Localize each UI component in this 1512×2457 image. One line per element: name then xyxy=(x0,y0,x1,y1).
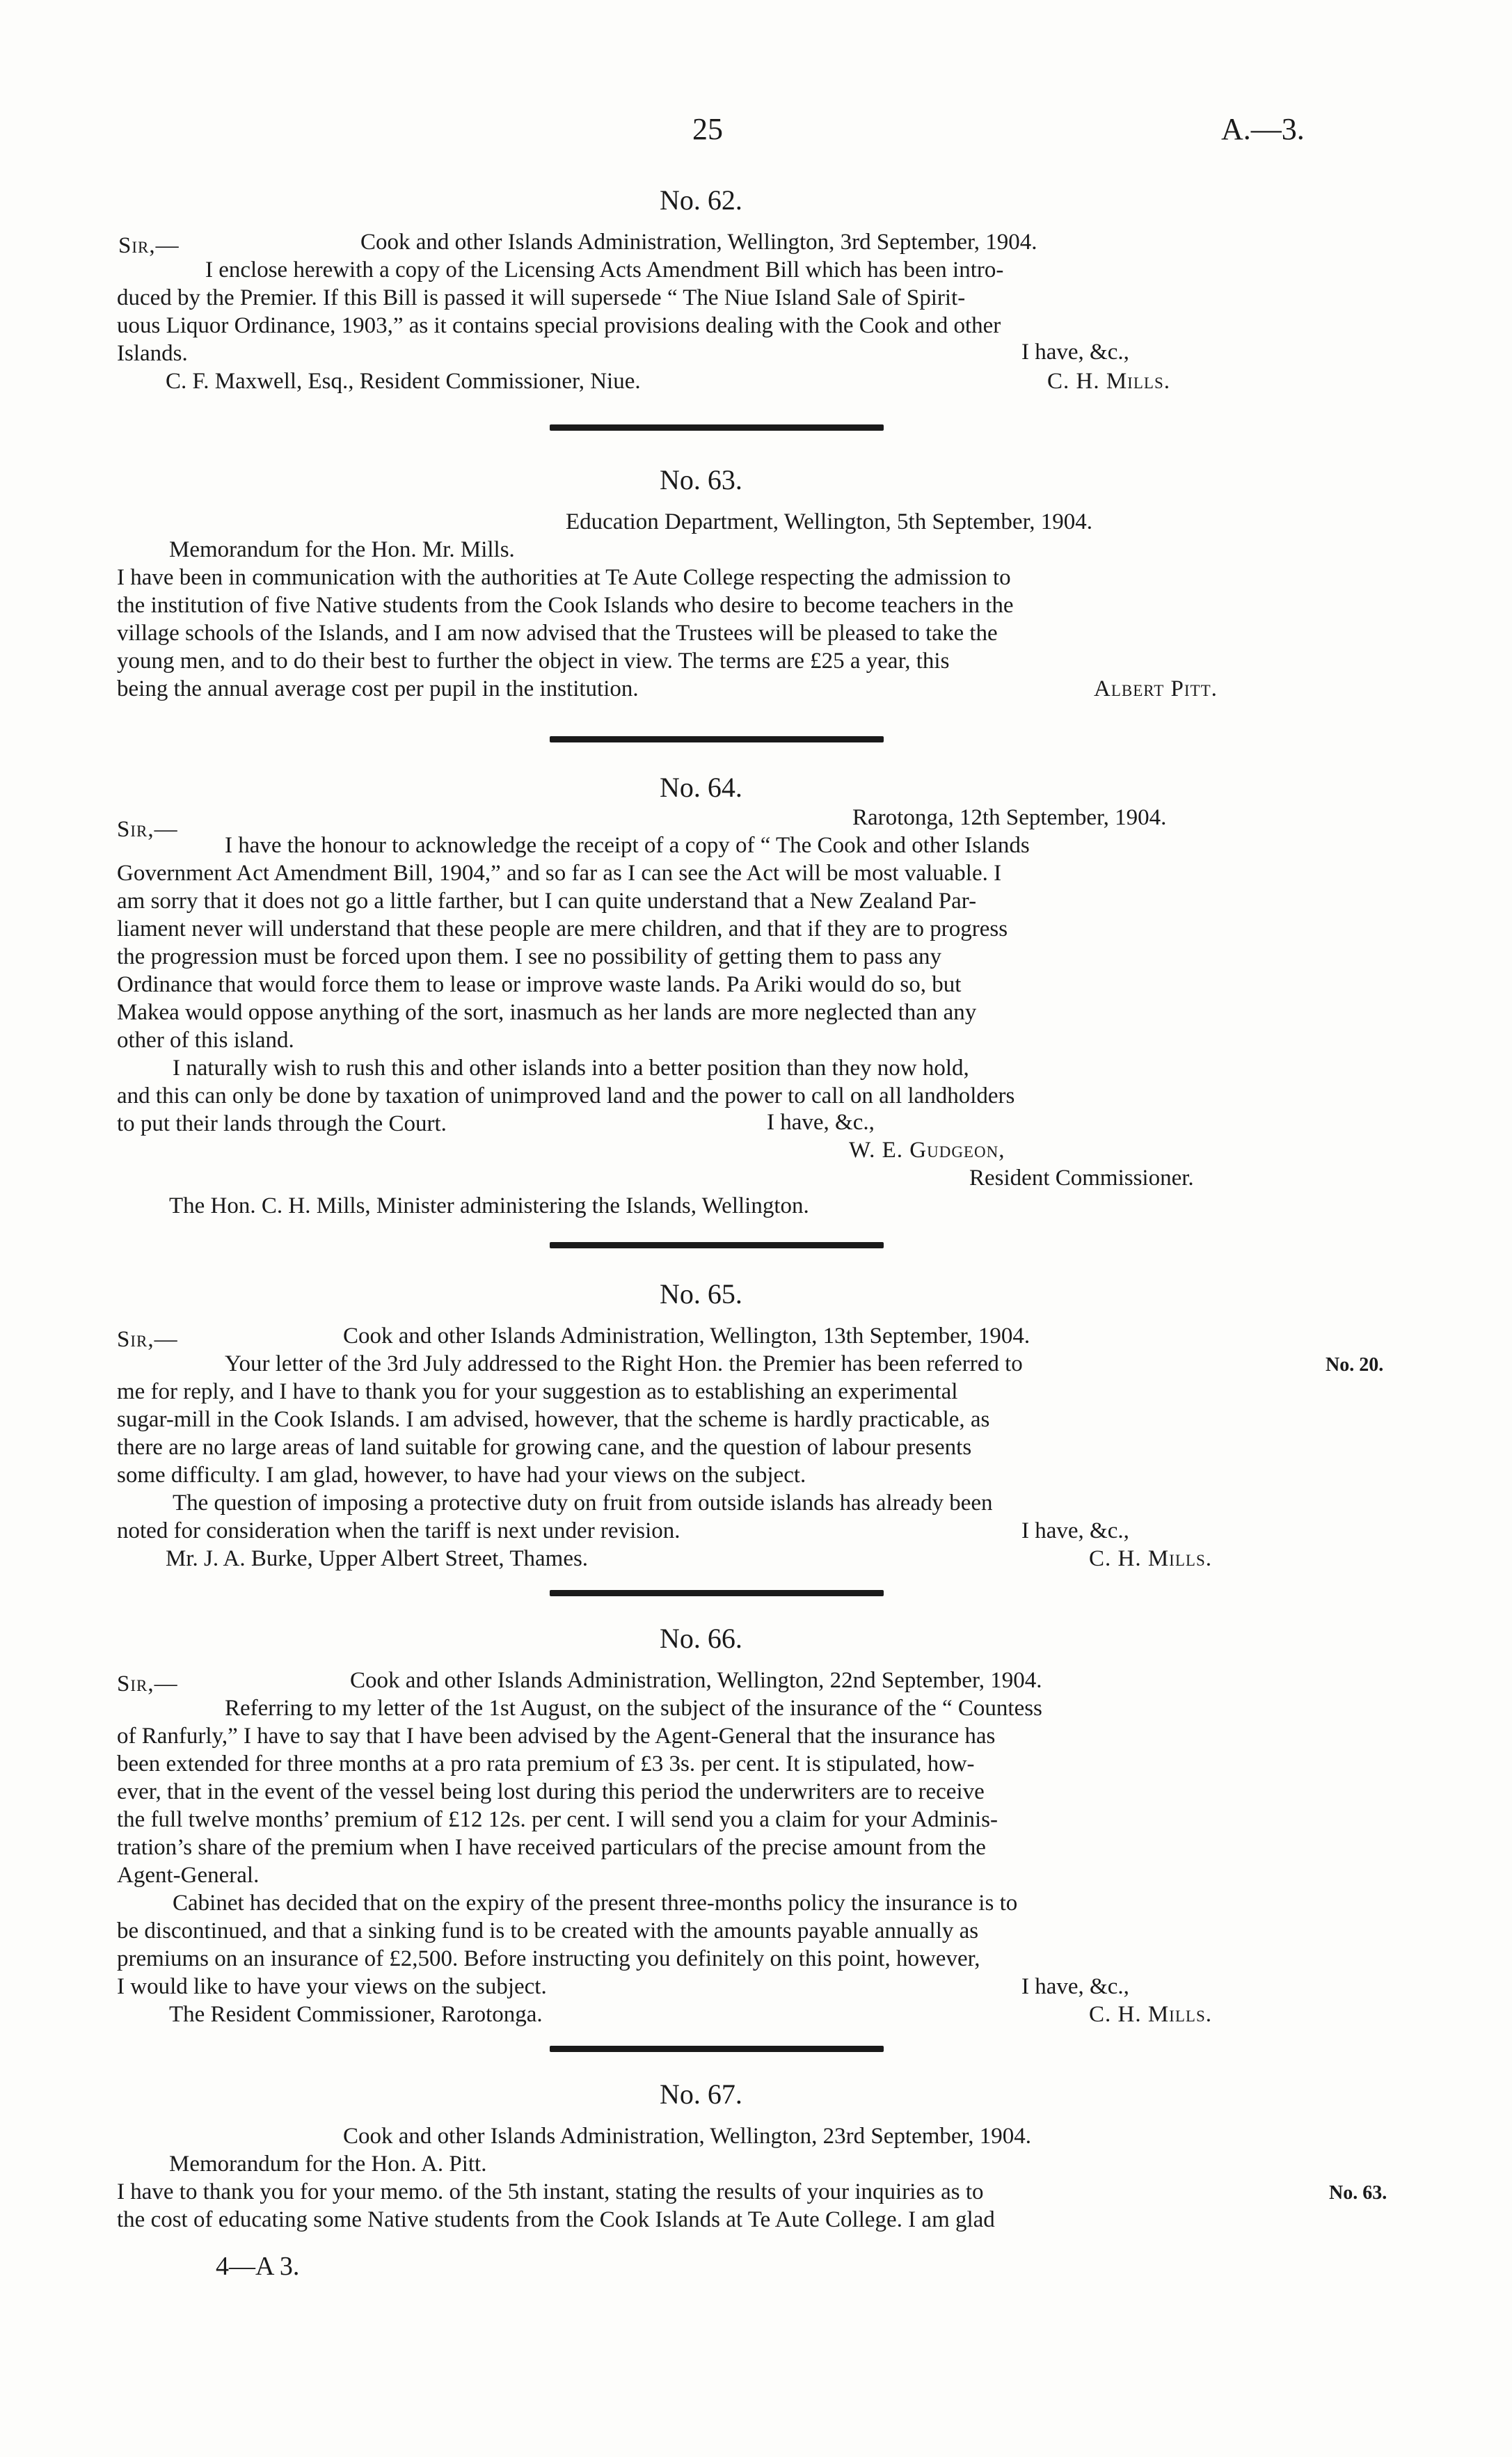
letter-64-line: I naturally wish to rush this and other islands into a better position than they now hold, xyxy=(173,1056,969,1081)
letter-67-number: No. 67. xyxy=(660,2078,742,2110)
letter-65-line: noted for consideration when the tariff is next under revision. xyxy=(117,1518,681,1543)
letter-63-signature: Albert Pitt. xyxy=(1094,676,1218,701)
letter-65-line: The question of imposing a protective duty on fruit from outside islands has already been xyxy=(173,1490,993,1516)
letter-65-line: Your letter of the 3rd July addressed to the Right Hon. the Premier has been referred to xyxy=(225,1351,1023,1376)
letter-63-line: being the annual average cost per pupil in the institution. xyxy=(117,676,639,701)
letter-62-place-date: Cook and other Islands Administration, Wellington, 3rd September, 1904. xyxy=(360,230,1037,255)
letter-63-line: young men, and to do their best to further the object in view. The terms are £25 a year, this xyxy=(117,649,950,674)
letter-64-line: Ordinance that would force them to lease or improve waste lands. Pa Ariki would do so, but xyxy=(117,972,962,997)
letter-65-number: No. 65. xyxy=(660,1278,742,1310)
letter-64-line: the progression must be forced upon them. I see no possibility of getting them to pass any xyxy=(117,944,942,969)
letter-63-place-date: Education Department, Wellington, 5th September, 1904. xyxy=(566,509,1093,534)
letter-67-line: the cost of educating some Native students from the Cook Islands at Te Aute College. I am glad xyxy=(117,2207,995,2232)
document-reference: A.—3. xyxy=(1221,112,1305,146)
letter-62-line: duced by the Premier. If this Bill is passed it will supersede “ The Niue Island Sale of Spirit- xyxy=(117,285,966,310)
letter-62-salutation: Sir,— xyxy=(118,233,180,258)
letter-66-line: ever, that in the event of the vessel being lost during this period the underwriters are to receive xyxy=(117,1779,985,1804)
letter-66-addressee: The Resident Commissioner, Rarotonga. xyxy=(169,2002,543,2027)
letter-66-closing: I have, &c., xyxy=(1021,1974,1129,1999)
letter-64-line: liament never will understand that these people are mere children, and that if they are to progress xyxy=(117,916,1008,941)
letter-65-salutation: Sir,— xyxy=(117,1327,178,1352)
letter-65-margin-reference: No. 20. xyxy=(1326,1354,1384,1376)
letter-66-salutation: Sir,— xyxy=(117,1671,178,1696)
letter-66-line: of Ranfurly,” I have to say that I have been advised by the Agent-General that the insurance has xyxy=(117,1724,996,1749)
letter-67-line: I have to thank you for your memo. of the 5th instant, stating the results of your inquiries as to xyxy=(117,2179,984,2204)
letter-66-line: the full twelve months’ premium of £12 12s. per cent. I will send you a claim for your Adminis- xyxy=(117,1807,998,1832)
letter-66-line: Agent-General. xyxy=(117,1863,260,1888)
letter-64-addressee: The Hon. C. H. Mills, Minister administering the Islands, Wellington. xyxy=(169,1193,809,1218)
letter-62-line: Islands. xyxy=(117,341,188,366)
section-divider xyxy=(550,1242,884,1248)
letter-64-line: I have the honour to acknowledge the receipt of a copy of “ The Cook and other Islands xyxy=(225,833,1030,858)
letter-66-line: tration’s share of the premium when I have received particulars of the precise amount from the xyxy=(117,1835,986,1860)
letter-64-line: Makea would oppose anything of the sort, inasmuch as her lands are more neglected than any xyxy=(117,1000,977,1025)
letter-65-place-date: Cook and other Islands Administration, Wellington, 13th September, 1904. xyxy=(343,1323,1030,1349)
letter-64-line: Government Act Amendment Bill, 1904,” and so far as I can see the Act will be most valuable. I xyxy=(117,861,1002,886)
section-divider xyxy=(550,736,884,742)
letter-66-line: Referring to my letter of the 1st August, on the subject of the insurance of the “ Countess xyxy=(225,1696,1042,1721)
letter-66-line: been extended for three months at a pro rata premium of £3 3s. per cent. It is stipulated, how- xyxy=(117,1751,975,1776)
letter-64-line: other of this island. xyxy=(117,1028,294,1053)
letter-62-closing: I have, &c., xyxy=(1021,340,1129,365)
section-divider xyxy=(550,2046,884,2052)
letter-67-place-date: Cook and other Islands Administration, Wellington, 23rd September, 1904. xyxy=(343,2124,1031,2149)
letter-65-closing: I have, &c., xyxy=(1021,1518,1129,1543)
letter-62-line: uous Liquor Ordinance, 1903,” as it contains special provisions dealing with the Cook and other xyxy=(117,313,1001,338)
letter-65-addressee: Mr. J. A. Burke, Upper Albert Street, Thames. xyxy=(166,1546,589,1571)
letter-66-place-date: Cook and other Islands Administration, Wellington, 22nd September, 1904. xyxy=(350,1668,1042,1693)
letter-66-line: Cabinet has decided that on the expiry of the present three-months policy the insurance is to xyxy=(173,1891,1018,1916)
letter-66-line: premiums on an insurance of £2,500. Before instructing you definitely on this point, however, xyxy=(117,1946,980,1971)
printer-signature-mark: 4—A 3. xyxy=(216,2252,300,2281)
page-number: 25 xyxy=(692,112,723,146)
letter-63-line: the institution of five Native students from the Cook Islands who desire to become teachers in the xyxy=(117,593,1014,618)
letter-66-signature: C. H. Mills. xyxy=(1089,2002,1212,2027)
letter-63-number: No. 63. xyxy=(660,464,742,495)
letter-62-line: I enclose herewith a copy of the Licensing Acts Amendment Bill which has been intro- xyxy=(205,257,1004,283)
letter-64-line: to put their lands through the Court. xyxy=(117,1111,447,1136)
section-divider xyxy=(550,1590,884,1596)
letter-63-line: village schools of the Islands, and I am now advised that the Trustees will be pleased to take the xyxy=(117,621,998,646)
letter-64-number: No. 64. xyxy=(660,772,742,803)
letter-65-line: me for reply, and I have to thank you for your suggestion as to establishing an experimental xyxy=(117,1379,958,1404)
letter-64-line: am sorry that it does not go a little farther, but I can quite understand that a New Zealand Par- xyxy=(117,889,977,914)
letter-64-signature-title: Resident Commissioner. xyxy=(969,1166,1194,1191)
letter-66-number: No. 66. xyxy=(660,1623,742,1654)
section-divider xyxy=(550,424,884,431)
letter-64-place-date: Rarotonga, 12th September, 1904. xyxy=(852,805,1167,830)
letter-63-line: I have been in communication with the authorities at Te Aute College respecting the admission to xyxy=(117,565,1011,590)
letter-62-number: No. 62. xyxy=(660,184,742,216)
letter-62-addressee: C. F. Maxwell, Esq., Resident Commissioner, Niue. xyxy=(166,369,641,394)
letter-65-signature: C. H. Mills. xyxy=(1089,1546,1212,1571)
letter-65-line: sugar-mill in the Cook Islands. I am advised, however, that the scheme is hardly practicable, as xyxy=(117,1407,990,1432)
letter-66-line: I would like to have your views on the subject. xyxy=(117,1974,547,1999)
letter-63-memo: Memorandum for the Hon. Mr. Mills. xyxy=(169,537,515,562)
letter-66-line: be discontinued, and that a sinking fund is to be created with the amounts payable annually as xyxy=(117,1918,979,1943)
letter-64-line: and this can only be done by taxation of unimproved land and the power to call on all landholders xyxy=(117,1083,1015,1108)
letter-65-line: some difficulty. I am glad, however, to have had your views on the subject. xyxy=(117,1463,806,1488)
letter-67-memo: Memorandum for the Hon. A. Pitt. xyxy=(169,2152,487,2177)
letter-65-line: there are no large areas of land suitable for growing cane, and the question of labour presents xyxy=(117,1435,972,1460)
letter-67-margin-reference: No. 63. xyxy=(1329,2182,1387,2204)
letter-64-salutation: Sir,— xyxy=(117,817,178,842)
letter-62-signature: C. H. Mills. xyxy=(1047,369,1170,394)
letter-64-signature: W. E. Gudgeon, xyxy=(849,1138,1005,1163)
letter-64-closing: I have, &c., xyxy=(767,1110,875,1135)
